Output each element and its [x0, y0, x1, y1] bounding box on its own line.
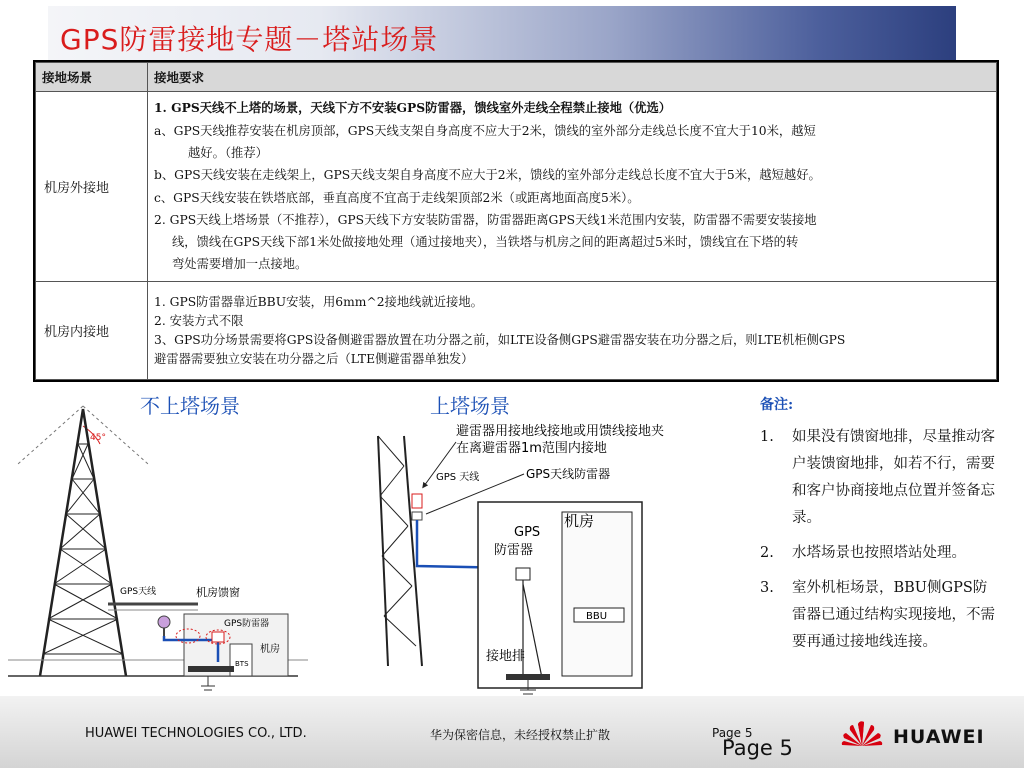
bbu-label: BBU — [586, 611, 608, 622]
room-label: 机房 — [260, 644, 280, 655]
req-line: 2. GPS天线上塔场景（不推荐），GPS天线下方安装防雷器，防雷器距离GPS天线1米范围内安装，防雷器不需要安装接地 — [154, 212, 817, 227]
note-line1: 避雷器用接地线接地或用馈线接地夹 — [456, 424, 665, 439]
right-diagram — [374, 416, 710, 708]
feeder-window-label: 机房馈窗 — [196, 586, 240, 599]
gps-antenna-label: GPS天线 — [120, 587, 157, 597]
req-line: 1. GPS天线不上塔的场景，天线下方不安装GPS防雷器，馈线室外走线全程禁止接地（优选） — [154, 100, 672, 116]
right-diagram-label: 上塔场景 — [430, 394, 510, 418]
req-line: a、GPS天线推荐安装在机房顶部，GPS天线支架自身高度不应大于2米，馈线的室外部分走线总长度不宜大于10米，越短 — [154, 123, 816, 138]
page-number: Page 5 — [722, 736, 793, 760]
req-line: b、GPS天线安装在走线架上，GPS天线支架自身高度不应大于2米，馈线的室外部分走线总长度不宜大于5米，越短越好。 — [154, 168, 821, 183]
note-item — [760, 540, 1000, 567]
note-number: 1. — [760, 429, 774, 445]
slide-title: GPS防雷接地专题－塔站场景 — [60, 23, 439, 56]
req-line: 2. 安装方式不限 — [154, 313, 244, 328]
note-number: 2. — [760, 545, 774, 561]
title-bar — [48, 6, 956, 62]
note-line2: 在离避雷器1m范围内接地 — [456, 441, 607, 456]
tower — [378, 436, 422, 666]
room-label: 机房 — [564, 512, 595, 530]
confidential-notice: 华为保密信息，未经授权禁止扩散 — [430, 728, 611, 742]
req-line: 弯处需要增加一点接地。 — [172, 257, 308, 272]
gps-label: GPS — [514, 525, 541, 540]
scene-indoor: 机房内接地 — [36, 282, 148, 380]
note-text: 室外机柜场景，BBU侧GPS防雷器已通过结构实现接地，不需要再通过接地线连接。 — [792, 580, 995, 650]
gps-antenna-icon — [412, 494, 422, 508]
grounding-table — [33, 60, 999, 382]
brand-name: HUAWEI — [893, 726, 985, 748]
gps-antenna-icon — [158, 616, 170, 628]
req-line: 3、GPS功分场景需要将GPS设备侧避雷器放置在功分器之前，如LTE设备侧GPS避雷器安装在功分器之后，则LTE机柜侧GPS — [154, 332, 846, 347]
note-text: 水塔场景也按照塔站处理。 — [792, 545, 966, 561]
notes-heading: 备注: — [760, 397, 794, 413]
req-line: 1. GPS防雷器靠近BBU安装，用6mm^2接地线就近接地。 — [154, 294, 483, 309]
left-diagram-label: 不上塔场景 — [140, 394, 240, 418]
req-line: 避雷器需要独立安装在功分器之后（LTE侧避雷器单独发） — [154, 351, 474, 366]
note-text: 如果没有馈窗地排，尽量推动客户装馈窗地排，如若不行，需要和客户协商接地点位置并签备忘录。 — [792, 429, 995, 526]
ground-bar-label: 接地排 — [486, 649, 526, 664]
table-row — [36, 92, 997, 282]
page-number-small: Page 5 — [712, 726, 753, 740]
note-item — [760, 424, 1000, 532]
company-name: HUAWEI TECHNOLOGIES CO., LTD. — [85, 726, 307, 741]
req-line: c、GPS天线安装在铁塔底部，垂直高度不宜高于走线架顶部2米（或距离地面高度5米）。 — [154, 190, 640, 205]
scene-outdoor: 机房外接地 — [36, 92, 148, 282]
arrester-label: 防雷器 — [494, 543, 534, 558]
table-header-row — [36, 63, 997, 92]
header-requirement: 接地要求 — [148, 63, 997, 92]
notes-panel — [760, 394, 1000, 664]
angle-label: 45° — [90, 433, 106, 443]
note-item — [760, 575, 1000, 656]
requirement-outdoor — [148, 92, 997, 282]
note-number: 3. — [760, 580, 774, 596]
gps-antenna-label: GPS 天线 — [436, 472, 480, 483]
bts-label: BTS — [235, 660, 249, 668]
table-row — [36, 282, 997, 380]
footer — [0, 696, 1024, 768]
tower — [40, 409, 126, 676]
req-line: 线，馈线在GPS天线下部1米处做接地处理（通过接地夹），当铁塔与机房之间的距离超过5米时，馈线宜在下塔的转 — [172, 235, 799, 250]
arrester-label: GPS防雷器 — [224, 619, 270, 629]
req-line: 越好。（推荐） — [188, 145, 268, 160]
left-diagram — [8, 404, 308, 696]
header-scene: 接地场景 — [36, 63, 148, 92]
arrester-top-label: GPS天线防雷器 — [526, 467, 611, 481]
requirement-indoor — [148, 282, 997, 380]
